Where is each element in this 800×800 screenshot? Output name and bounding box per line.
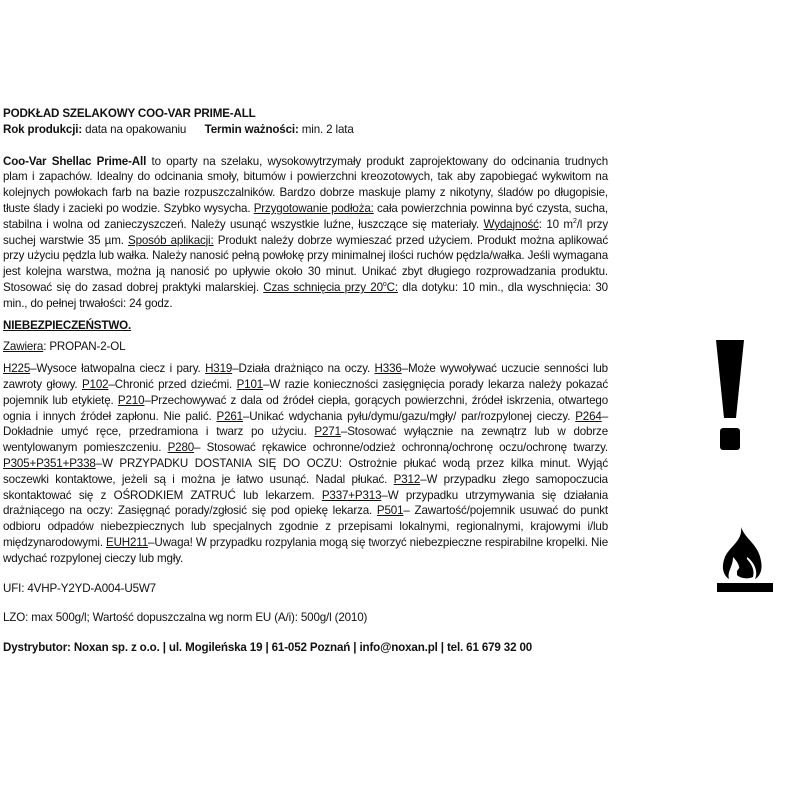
hazard-code: P102 (81, 377, 109, 391)
hazard-code: H319 (205, 362, 233, 376)
hazard-code: H336 (374, 362, 402, 376)
hazard-statements (3, 361, 608, 566)
hazard-text: –Dokładnie umyć ręce, przedramiona i twarz po użyciu. (3, 409, 608, 439)
expiry-value: min. 2 lata (301, 122, 354, 136)
hazard-text: –Uwaga! W przypadku rozpylania mogą się tworzyć niebezpieczne respirabilne kropelki. Nie wdychać rozpylonej cieczy lub mgły. (3, 535, 608, 565)
prep-label: Przygotowanie podłoża: (253, 201, 374, 215)
yield-text-pre: : 10 m (538, 217, 573, 231)
intro-text: to oparty na szelaku, wysokowytrzymały produkt zaprojektowany do odcinania trudnych plam i zapachów. Idealny do odcinania smoły, bitumów i powierzchni kreozotowych, tak aby zapobiegać wykwitom na kolejnych powłokach farb na bazie rozpuszczalników. Bardzo dobrze maskuje plamy z nikotyny, śladów po długopisie, tłuste ślady i zacieki po wodzie. Szybko wysycha. (3, 154, 608, 215)
hazard-heading: NIEBEZPIECZEŃSTWO. (3, 318, 132, 332)
hazard-text: –Unikać wdychania pyłu/dymu/gazu/mgły/ par/rozpylonej cieczy. (242, 409, 576, 423)
contains-line (3, 339, 608, 355)
hazard-text: – Zawartość/pojemnik usuwać do punkt odbioru odpadów niebezpiecznych lub specjalnych zgodnie z przepisami lokalnymi, regionalnymi, krajowymi i/lub międzynarodowymi. (3, 504, 608, 549)
flame-icon (715, 527, 775, 593)
hazard-code: P210 (117, 393, 145, 407)
hazard-text: –Działa drażniąco na oczy. (232, 362, 375, 376)
prep-text: cała powierzchnia powinna być czysta, sucha, stabilna i wolna od zanieczyszczeń. Należy usunąć wszystkie luźne, łuszczące się materiały. (3, 201, 608, 231)
application-label: Sposób aplikacji: (127, 233, 214, 247)
hazard-text: –W razie konieczności zasięgnięcia porady lekarza należy pokazać pojemnik lub etykietę. (3, 377, 609, 407)
yield-text-post: /l przy suchej warstwie 35 µm. (3, 217, 608, 247)
hazard-text: –Wysoce łatwopalna ciecz i pary. (30, 362, 206, 376)
ufi-code: UFI: 4VHP-Y2YD-A004-U5W7 (3, 581, 156, 595)
hazard-code: P501 (376, 504, 404, 518)
drying-label: Czas schnięcia przy 20$^o$C: (263, 280, 398, 294)
distributor-line: Dystrybutor: Noxan sp. z o.o. | ul. Mogileńska 19 | 61-052 Poznań | info@noxan.pl | tel. 61 679 32 00 (3, 641, 533, 655)
product-title: PODKŁAD SZELAKOWY COO-VAR PRIME-ALL (3, 107, 256, 120)
hazard-text: – Stosować rękawice ochronne/odzież ochronną/ochronę oczu/ochronę twarzy. (194, 441, 609, 455)
production-expiry-line (3, 122, 608, 138)
hazard-text: –Przechowywać z dala od źródeł ciepła, gorących powierzchni, źródeł iskrzenia, otwartego ognia i innych źródeł zapłonu. Nie palić. (3, 393, 608, 423)
hazard-text: –W przypadku złego samopoczucia skontaktować się z OŚRODKIEM ZATRUĆ lub lekarzem. (3, 472, 608, 502)
expiry-label: Termin ważności: (204, 122, 299, 136)
drying-text: dla dotyku: 10 min., dla wyschnięcia: 30 min., do pełnej trwałości: 24 godz. (3, 280, 608, 310)
hazard-code: P261 (216, 409, 243, 423)
hazard-text: –W przypadku utrzymywania się działania drażniącego na oczy: Zasięgnąć porady/zgłosić się pod opiekę lekarza. (3, 488, 608, 518)
hazard-code: P337+P313 (321, 488, 382, 502)
hazard-code: P101 (236, 377, 264, 391)
hazard-code: H225 (3, 362, 31, 376)
hazard-code: P305+P351+P338 (3, 456, 96, 470)
product-label (3, 106, 608, 656)
hazard-text: –Chronić przed dziećmi. (108, 377, 237, 391)
hazard-text: –Stosować wyłącznie na zewnątrz lub w dobrze wentylowanym pomieszczeniu. (3, 425, 608, 455)
yield-label: Wydajność (483, 217, 539, 231)
brand-name: Coo-Var Shellac Prime-All (3, 154, 147, 168)
hazard-code: EUH211 (105, 535, 149, 549)
hazard-text: –Może wywoływać uczucie senności lub zawroty głowy. (3, 362, 608, 391)
yield-sup: 2 (572, 217, 577, 225)
production-label: Rok produkcji: (3, 122, 83, 136)
hazard-code: P271 (314, 425, 341, 439)
contains-value: : PROPAN-2-OL (43, 340, 126, 354)
production-value: data na opakowaniu (85, 122, 187, 136)
exclamation-mark-icon (712, 340, 748, 450)
hazard-code: P280 (167, 441, 195, 455)
application-text: Produkt należy dobrze wymieszać przed użyciem. Produkt można aplikować przy użyciu pędzla lub wałka. Należy nanosić pełną powłokę przy minimalnej ilości ruchów pędzla/wałka. Jeśli wymagana jest kolejna warstwa, można ją nanosić po upływie około 30 minut. Unikać zbyt długiego rozprowadzania produktu. Stosować się do zasad dobrej praktyki malarskiej. (3, 233, 608, 294)
hazard-code: P312 (393, 472, 421, 486)
contains-label: Zawiera (3, 340, 44, 354)
hazard-code: P264 (575, 409, 602, 423)
product-description (3, 154, 608, 312)
hazard-text: –W PRZYPADKU DOSTANIA SIĘ DO OCZU: Ostrożnie płukać wodą przez kilka minut. Wyjąć soczewki kontaktowe, jeżeli są i można je łatwo usunąć. Nadal płukać. (3, 456, 608, 486)
lzo-line: LZO: max 500g/l; Wartość dopuszczalna wg norm EU (A/i): 500g/l (2010) (3, 611, 368, 625)
